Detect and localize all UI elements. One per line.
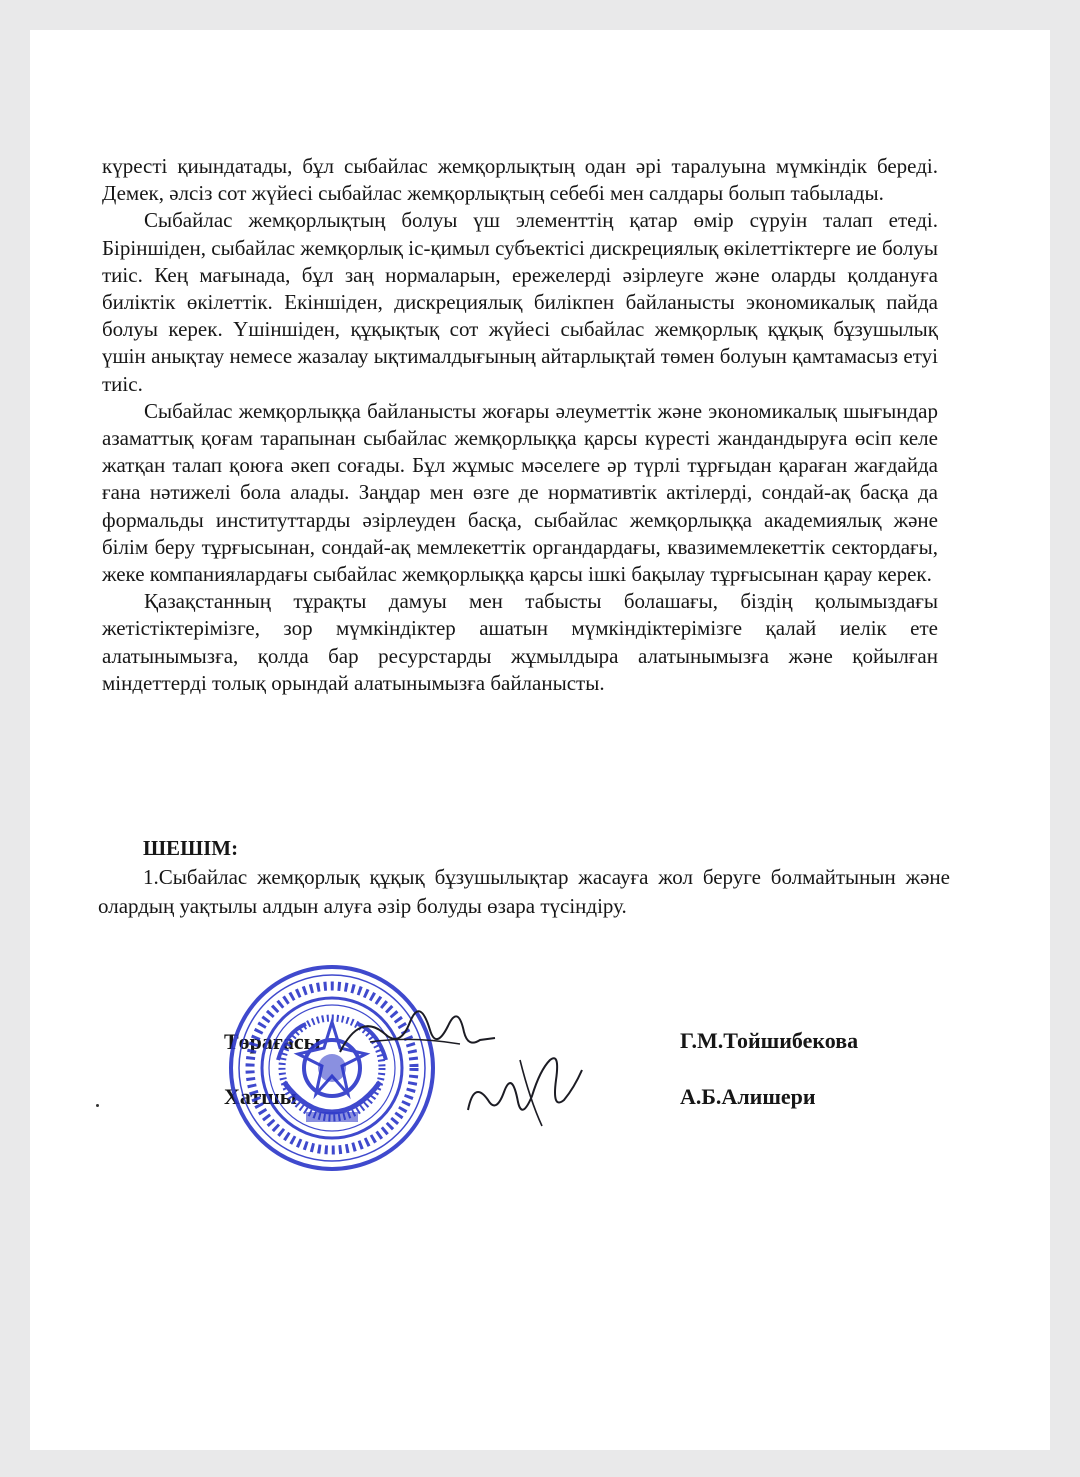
decision-item-1: 1.Сыбайлас жемқорлық құқық бұзушылықтар жасауға жол беруге болмайтынын және олардың уақтылы алдын алуға әзір болуды өзара түсіндіру.	[98, 865, 950, 918]
decision-section	[98, 834, 950, 921]
secretary-signature-icon	[460, 1040, 590, 1130]
secretary-name: А.Б.Алишери	[680, 1084, 816, 1109]
chair-name: Г.М.Тойшибекова	[680, 1028, 859, 1053]
paragraph-1: күресті қиындатады, бұл сыбайлас жемқорлықтың одан әрі таралуына мүмкіндік береді. Демек, әлсіз сот жүйесі сыбайлас жемқорлықтың себебі мен салдары болып табылады.	[102, 154, 938, 206]
paragraph-4: Қазақстанның тұрақты дамуы мен табысты болашағы, біздің қолымыздағы жетістіктерімізге, зор мүмкіндіктер ашатын мүмкіндіктерімізге қалай иелік ете алатынымызға, қолда бар ресурстарды жұмылдыра алатынымызға және қойылған міндеттерді толық орындай алатынымызға байланысты.	[102, 589, 938, 695]
secretary-role-label: Хатшы	[224, 1084, 297, 1109]
paragraph-3: Сыбайлас жемқорлыққа байланысты жоғары әлеуметтік және экономикалық шығындар азаматтық қоғам тарапынан сыбайлас жемқорлыққа қарсы күресті жандандыруға өсіп келе жатқан талап қоюға әкеп соғады. Бұл жұмыс мәселеге әр түрлі тұрғыдан қараған жағдайда ғана нәтижелі бола алады. Заңдар мен өзге де нормативтік актілерді, сондай-ақ басқа да формальды институттарды әзірлеуден басқа, сыбайлас жемқорлыққа академиялық және білім беру тұрғысынан, сондай-ақ мемлекеттік органдардағы, квазимемлекеттік сектордағы, жеке компаниялардағы сыбайлас жемқорлыққа қарсы ішкі бақылау тұрғысынан қарау керек.	[102, 398, 938, 587]
ink-dot	[96, 1104, 99, 1107]
decision-heading: ШЕШІМ:	[143, 836, 239, 860]
chair-role-label: Төрағасы	[224, 1029, 321, 1054]
document-body	[102, 153, 938, 697]
paragraph-2: Сыбайлас жемқорлықтың болуы үш элементтің қатар өмір сүруін талап етеді. Біріншіден, сыбайлас жемқорлық іс-қимыл субъектісі дискрециялық өкілеттіктерге ие болуы тиіс. Кең мағынада, бұл заң нормаларын, ережелерді әзірлеуге және оларды қолдануға биліктік өкілеттік. Екіншіден, дискрециялық билікпен байланысты экономикалық пайда болуы керек. Үшіншіден, құқықтық сот жүйесі сыбайлас жемқорлық құқық бұзушылық үшін анықтау немесе жазалау ықтималдығының айтарлықтай төмен болуын қамтамасыз етуі тиіс.	[102, 208, 938, 396]
